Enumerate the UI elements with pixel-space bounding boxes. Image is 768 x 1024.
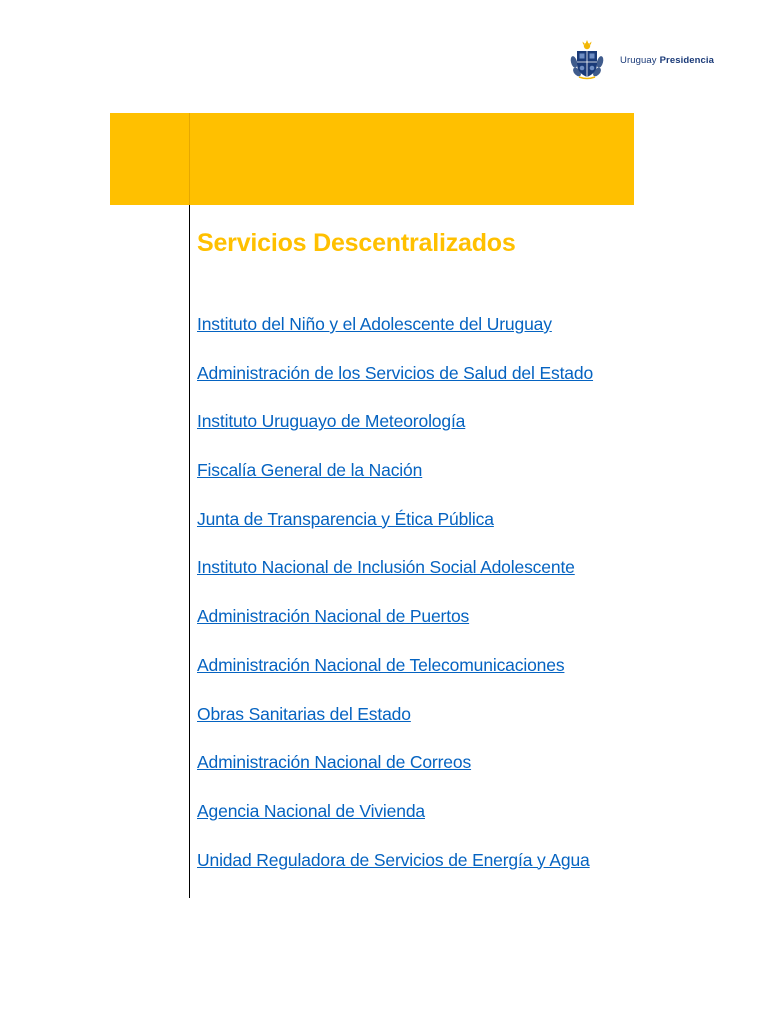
- link-inau[interactable]: Instituto del Niño y el Adolescente del Uruguay: [197, 314, 552, 334]
- banner-divider: [189, 113, 190, 205]
- link-jutep[interactable]: Junta de Transparencia y Ética Pública: [197, 508, 494, 529]
- list-item: [197, 606, 593, 655]
- link-inisa[interactable]: Instituto Nacional de Inclusión Social Adolescente: [197, 557, 575, 578]
- vertical-rule: [189, 205, 190, 898]
- list-item: [197, 704, 593, 753]
- list-item: [197, 850, 593, 899]
- list-item: [197, 314, 593, 363]
- list-item: [197, 411, 593, 460]
- list-item: [197, 752, 593, 801]
- list-item: [197, 801, 593, 850]
- link-antel[interactable]: Administración Nacional de Telecomunicaciones: [197, 654, 565, 675]
- link-ursea[interactable]: Unidad Reguladora de Servicios de Energía y Agua: [197, 849, 590, 870]
- link-asse[interactable]: Administración de los Servicios de Salud del Estado: [197, 362, 594, 383]
- logo-text: [620, 55, 714, 66]
- list-item: [197, 460, 593, 509]
- list-item: [197, 509, 593, 558]
- coat-of-arms-icon: [568, 40, 606, 80]
- logo-text-bold: Presidencia: [659, 54, 715, 66]
- link-anp[interactable]: Administración Nacional de Puertos: [197, 606, 470, 627]
- link-correo[interactable]: Administración Nacional de Correos: [197, 752, 472, 773]
- list-item: [197, 363, 593, 412]
- section-title: Servicios Descentralizados: [197, 229, 516, 257]
- list-item: [197, 557, 593, 606]
- link-ose[interactable]: Obras Sanitarias del Estado: [197, 703, 411, 724]
- logo-text-light: Uruguay: [620, 54, 657, 66]
- institution-links-list: [197, 314, 593, 898]
- link-inumet[interactable]: Instituto Uruguayo de Meteorología: [197, 411, 466, 432]
- list-item: [197, 655, 593, 704]
- link-anv[interactable]: Agencia Nacional de Vivienda: [197, 800, 425, 821]
- link-fiscalia[interactable]: Fiscalía General de la Nación: [197, 460, 423, 481]
- presidencia-logo[interactable]: [568, 40, 714, 80]
